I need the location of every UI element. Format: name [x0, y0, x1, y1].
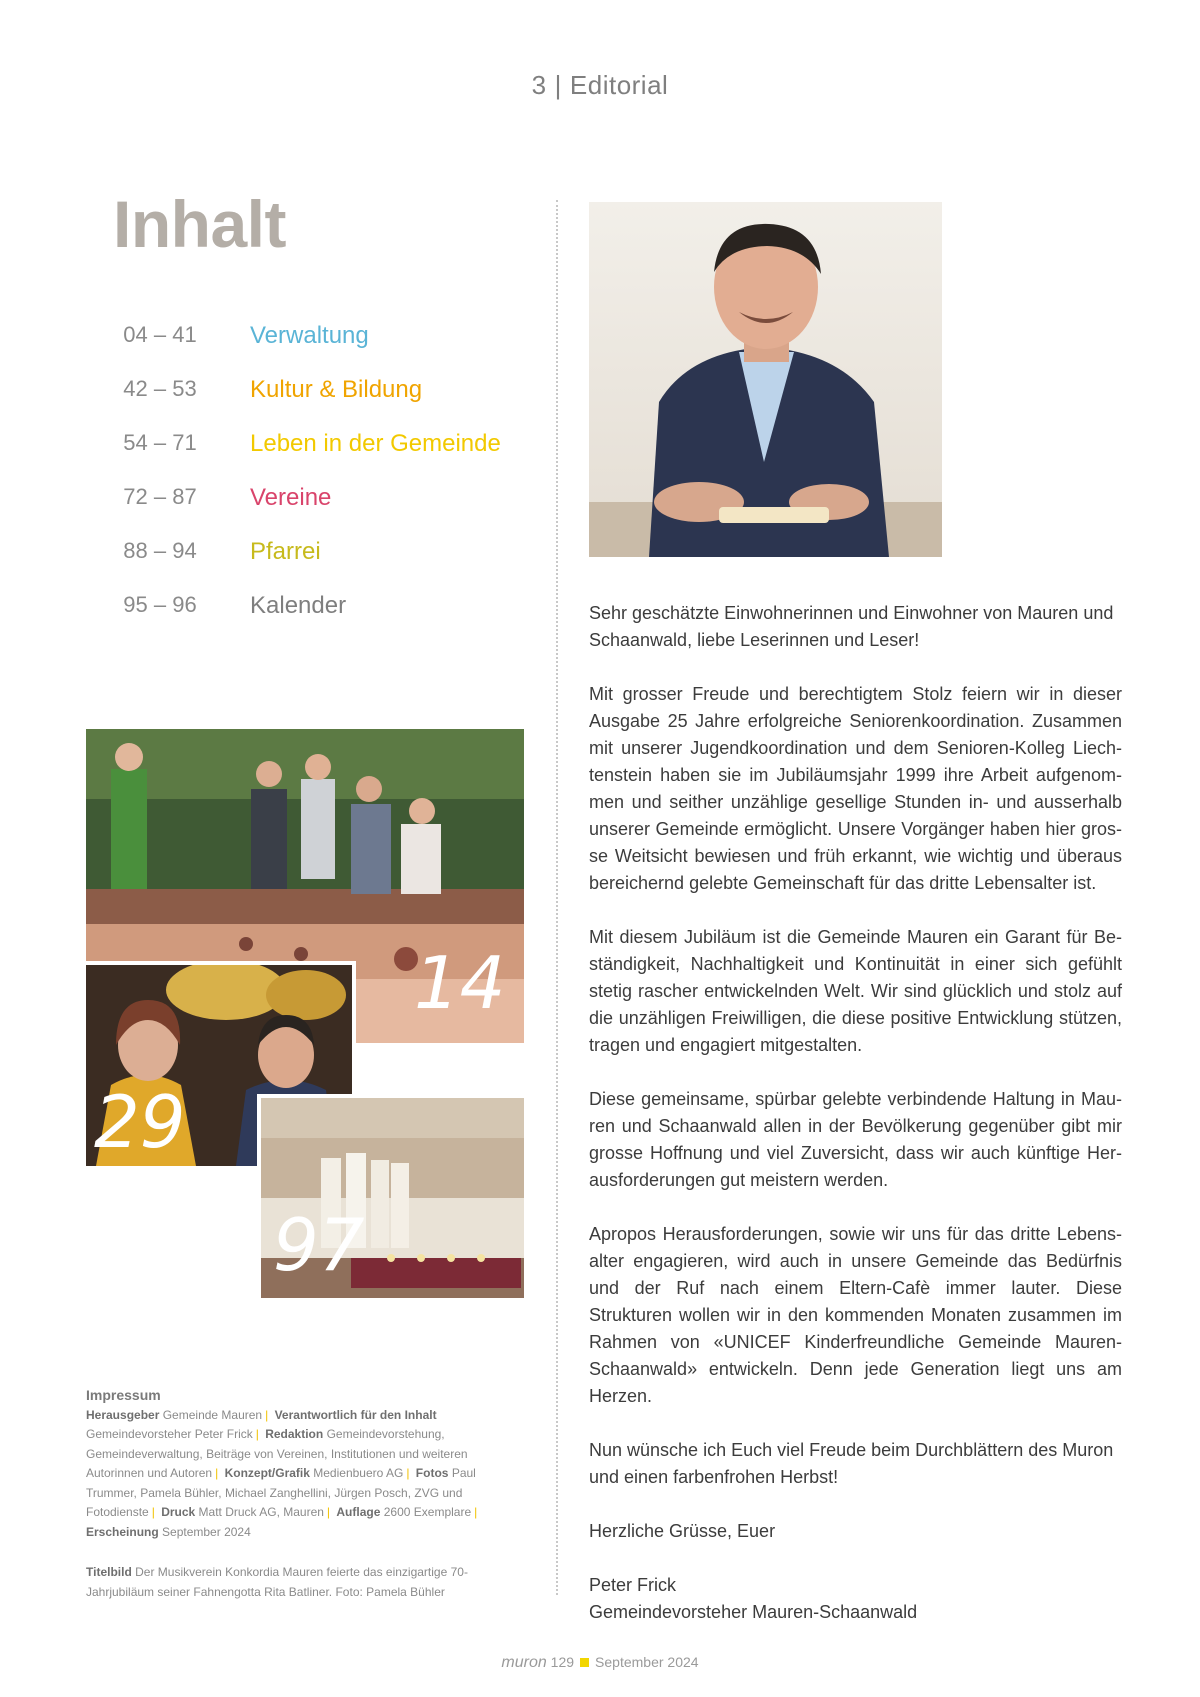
toc-item-pages: 95 – 96	[123, 592, 197, 617]
impressum-label: Redaktion	[265, 1427, 324, 1441]
letter-paragraph: Mit grosser Freude und berechtigtem Stolz feiern wir in dieser Ausgabe 25 Jahre erfolgreiche Seniorenkoordination. Zusammen mit unserer Jugendkoordination und dem Senioren-Kolleg Liechtenstein haben sie im Jubiläumsjahr 1999 ihre Arbeit aufgenommen und seither unzählige gesellige Stunden in- und ausserhalb unserer Gemeinde ermöglicht. Unsere Vorgänger haben hier grosse Weitsicht bewiesen und früh erkannt, wie wichtig und überaus bereichernd gelebte Gemeinschaft für das dritte Lebensalter ist.	[589, 684, 1122, 893]
letter-paragraph: Apropos Herausforderungen, sowie wir uns für das dritte Lebensalter engagieren, wird auch in unsere Gemeinde das Bedürfnis und der Ruf nach einem Eltern-Cafè immer lauter. Diese Strukturen wollen wir in den kommenden Monaten zusammen im Rahmen von «UNICEF Kinderfreundliche Gemeinde Mauren-Schaanwald» entwickeln. Denn jede Generation liegt uns am Herzen.	[589, 1224, 1122, 1406]
impressum-value: Gemeinde Mauren	[162, 1407, 263, 1422]
impressum-value: Matt Druck AG, Mauren	[198, 1505, 324, 1519]
column-divider	[556, 200, 558, 1595]
impressum-label: Auflage	[336, 1505, 381, 1519]
impressum-label: Erscheinung	[86, 1524, 159, 1539]
page-footer	[0, 1654, 1200, 1672]
impressum-separator: |	[474, 1505, 478, 1519]
toc-item[interactable]	[110, 430, 530, 484]
toc-item-pages: 88 – 94	[123, 538, 197, 563]
portrait-photo	[589, 202, 942, 557]
toc-item-label: Verwaltung	[250, 322, 369, 349]
church-photo	[261, 1098, 524, 1298]
header-separator: |	[554, 70, 562, 100]
editorial-letter	[589, 600, 1122, 1626]
letter-paragraph: Diese gemeinsame, spürbar gelebte verbindende Haltung in Mauren und Schaanwald allen in der Bevölkerung gegenüber gibt mir grosse Hoffnung und viel Zuversicht, dass wir auch künftige Herausforderungen gut meistern werden.	[589, 1089, 1122, 1190]
letter-greeting: Herzliche Grüsse, Euer	[589, 1521, 776, 1541]
toc-item-label: Vereine	[250, 484, 332, 511]
page-number: 3	[531, 70, 547, 100]
toc-item-label: Kalender	[250, 592, 347, 619]
impressum-label: Verantwortlich für den Inhalt	[274, 1407, 437, 1422]
toc-item[interactable]	[110, 484, 530, 538]
toc-item-pages: 42 – 53	[123, 376, 197, 401]
impressum-value: Paul Trummer, Pamela Bühler, Michael Zanghellini, Jürgen Posch, ZVG und Fotodienste	[86, 1466, 476, 1519]
signature-name: Peter Frick	[589, 1575, 677, 1595]
issue-date: September 2024	[595, 1654, 699, 1670]
impressum-label: Konzept/Grafik	[224, 1466, 310, 1480]
toc-item[interactable]	[110, 322, 530, 376]
impressum-value: Gemeindevorsteher Peter Frick	[86, 1427, 253, 1441]
page-ref-number: 97	[273, 1203, 365, 1287]
impressum-separator: |	[265, 1407, 269, 1422]
impressum-value: Gemeindevorstehung, Gemeindeverwaltung, Beiträge von Vereinen, Institutionen und weiteren Autorinnen und Autoren	[86, 1427, 468, 1480]
impressum-value: Der Musikverein Konkordia Mauren feierte das einzigartige 70-Jahrjubiläum seiner Fahnengotta Rita Batliner. Foto: Pamela Bühler	[86, 1565, 468, 1599]
impressum-body	[86, 1406, 526, 1543]
impressum-separator: |	[255, 1427, 259, 1441]
toc-title: Inhalt	[113, 187, 286, 261]
impressum-label: Fotos	[415, 1466, 449, 1480]
impressum-title: Impressum	[86, 1387, 161, 1403]
letter-paragraph: Mit diesem Jubiläum ist die Gemeinde Mauren ein Garant für Beständigkeit, Nachhaltigkeit und Kontinuität in einer sich gefühlt stetig rascher entwickelnden Welt. Wir sind glücklich und stolz auf die unzähligen Freiwilligen, die diese positive Entwicklung stützen, tragen und engagiert mitgestalten.	[589, 927, 1122, 1055]
cover-caption	[86, 1563, 526, 1602]
section-title: Editorial	[569, 70, 669, 100]
impressum-separator: |	[215, 1466, 219, 1480]
page-header	[0, 70, 1200, 101]
impressum-label: Herausgeber	[86, 1407, 160, 1422]
impressum-value: September 2024	[162, 1524, 251, 1539]
letter-paragraph: Nun wünsche ich Euch viel Freude beim Durchblättern des Muron und einen farbenfrohen Herbst!	[589, 1440, 1114, 1487]
toc-item[interactable]	[110, 376, 530, 430]
signature-role: Gemeindevorsteher Mauren-Schaanwald	[589, 1602, 918, 1622]
toc-item-pages: 04 – 41	[123, 322, 197, 347]
issue-number: 129	[550, 1654, 575, 1670]
impressum-value: 2600 Exemplare	[383, 1505, 472, 1519]
impressum	[86, 1386, 526, 1602]
toc-item-pages: 54 – 71	[123, 430, 197, 455]
toc-item-label: Kultur & Bildung	[250, 376, 423, 403]
footer-square	[580, 1658, 589, 1667]
impressum-separator: |	[151, 1505, 155, 1519]
impressum-value: Medienbuero AG	[313, 1466, 404, 1480]
letter-salutation: Sehr geschätzte Einwohnerinnen und Einwohner von Mauren und Schaanwald, liebe Leserinnen und Leser!	[589, 603, 1114, 650]
page-ref-number: 14	[414, 941, 506, 1025]
toc-item[interactable]	[110, 538, 530, 592]
toc-item[interactable]	[110, 592, 530, 646]
toc-item-pages: 72 – 87	[123, 484, 197, 509]
toc-item-label: Pfarrei	[250, 538, 321, 565]
toc-item-label: Leben in der Gemeinde	[250, 430, 501, 457]
impressum-label: Druck	[161, 1505, 196, 1519]
table-of-contents	[110, 322, 530, 646]
impressum-separator: |	[326, 1505, 331, 1519]
magazine-name: muron	[501, 1654, 547, 1671]
impressum-label: Titelbild	[86, 1565, 132, 1579]
impressum-separator: |	[406, 1466, 410, 1480]
page-ref-number: 29	[94, 1080, 186, 1164]
